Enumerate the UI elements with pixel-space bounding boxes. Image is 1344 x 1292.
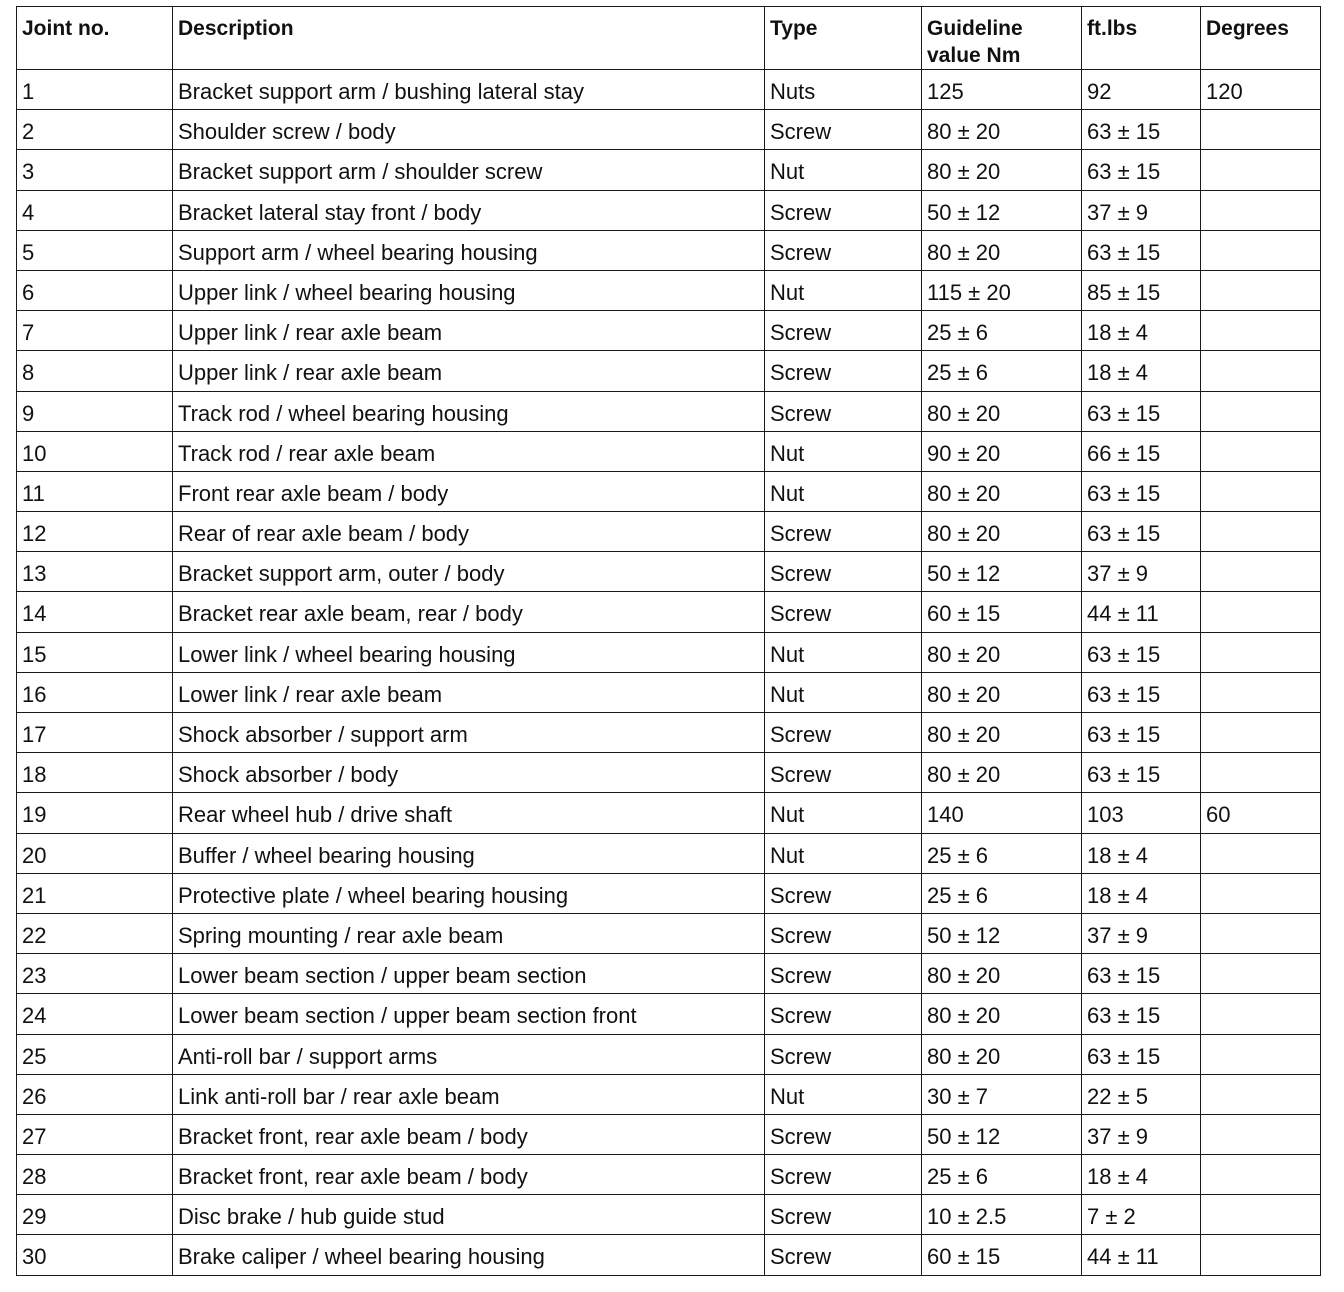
header-description: Description <box>173 7 765 70</box>
table-row <box>17 270 1321 310</box>
cell-ft-lbs: 63 ± 15 <box>1082 713 1201 753</box>
header-guideline-value: Guideline value Nm <box>922 7 1082 70</box>
cell-ft-lbs: 44 ± 11 <box>1082 592 1201 632</box>
cell-degrees <box>1201 471 1321 511</box>
cell-joint-no: 26 <box>17 1074 173 1114</box>
cell-degrees <box>1201 1034 1321 1074</box>
cell-description: Bracket support arm, outer / body <box>173 552 765 592</box>
cell-degrees <box>1201 672 1321 712</box>
cell-type: Nut <box>765 632 922 672</box>
cell-type: Screw <box>765 512 922 552</box>
cell-guideline-nm: 80 ± 20 <box>922 391 1082 431</box>
cell-guideline-nm: 10 ± 2.5 <box>922 1195 1082 1235</box>
cell-ft-lbs: 18 ± 4 <box>1082 1155 1201 1195</box>
cell-type: Screw <box>765 1155 922 1195</box>
cell-type: Screw <box>765 230 922 270</box>
table-row <box>17 1034 1321 1074</box>
cell-guideline-nm: 80 ± 20 <box>922 1034 1082 1074</box>
cell-description: Bracket lateral stay front / body <box>173 190 765 230</box>
cell-degrees <box>1201 431 1321 471</box>
table-row <box>17 1114 1321 1154</box>
cell-degrees <box>1201 230 1321 270</box>
cell-type: Nut <box>765 672 922 712</box>
cell-degrees <box>1201 1074 1321 1114</box>
cell-description: Shock absorber / body <box>173 753 765 793</box>
table-row <box>17 592 1321 632</box>
cell-degrees <box>1201 713 1321 753</box>
cell-description: Buffer / wheel bearing housing <box>173 833 765 873</box>
cell-ft-lbs: 37 ± 9 <box>1082 913 1201 953</box>
cell-ft-lbs: 63 ± 15 <box>1082 672 1201 712</box>
cell-description: Anti-roll bar / support arms <box>173 1034 765 1074</box>
cell-description: Bracket rear axle beam, rear / body <box>173 592 765 632</box>
cell-description: Lower link / rear axle beam <box>173 672 765 712</box>
cell-description: Lower beam section / upper beam section front <box>173 994 765 1034</box>
cell-degrees <box>1201 994 1321 1034</box>
cell-ft-lbs: 18 ± 4 <box>1082 351 1201 391</box>
cell-joint-no: 25 <box>17 1034 173 1074</box>
cell-guideline-nm: 90 ± 20 <box>922 431 1082 471</box>
header-joint-no: Joint no. <box>17 7 173 70</box>
cell-joint-no: 17 <box>17 713 173 753</box>
cell-ft-lbs: 63 ± 15 <box>1082 954 1201 994</box>
cell-guideline-nm: 80 ± 20 <box>922 672 1082 712</box>
cell-joint-no: 16 <box>17 672 173 712</box>
cell-degrees <box>1201 1195 1321 1235</box>
cell-ft-lbs: 63 ± 15 <box>1082 150 1201 190</box>
cell-degrees <box>1201 270 1321 310</box>
cell-type: Screw <box>765 1114 922 1154</box>
cell-description: Track rod / rear axle beam <box>173 431 765 471</box>
cell-guideline-nm: 30 ± 7 <box>922 1074 1082 1114</box>
cell-joint-no: 28 <box>17 1155 173 1195</box>
table-row <box>17 753 1321 793</box>
cell-type: Screw <box>765 110 922 150</box>
header-degrees: Degrees <box>1201 7 1321 70</box>
cell-guideline-nm: 80 ± 20 <box>922 713 1082 753</box>
cell-degrees <box>1201 632 1321 672</box>
cell-joint-no: 27 <box>17 1114 173 1154</box>
cell-type: Screw <box>765 994 922 1034</box>
header-type: Type <box>765 7 922 70</box>
table-row <box>17 713 1321 753</box>
cell-type: Screw <box>765 954 922 994</box>
table-row <box>17 1155 1321 1195</box>
cell-type: Screw <box>765 391 922 431</box>
cell-ft-lbs: 63 ± 15 <box>1082 110 1201 150</box>
cell-guideline-nm: 80 ± 20 <box>922 512 1082 552</box>
cell-joint-no: 12 <box>17 512 173 552</box>
table-row <box>17 70 1321 110</box>
table-row <box>17 954 1321 994</box>
table-row <box>17 1235 1321 1275</box>
cell-type: Screw <box>765 311 922 351</box>
cell-ft-lbs: 44 ± 11 <box>1082 1235 1201 1275</box>
cell-joint-no: 5 <box>17 230 173 270</box>
cell-description: Bracket front, rear axle beam / body <box>173 1114 765 1154</box>
table-row <box>17 833 1321 873</box>
cell-type: Screw <box>765 351 922 391</box>
cell-description: Rear wheel hub / drive shaft <box>173 793 765 833</box>
cell-description: Disc brake / hub guide stud <box>173 1195 765 1235</box>
cell-degrees <box>1201 753 1321 793</box>
cell-ft-lbs: 63 ± 15 <box>1082 471 1201 511</box>
cell-description: Lower beam section / upper beam section <box>173 954 765 994</box>
cell-degrees <box>1201 351 1321 391</box>
cell-joint-no: 19 <box>17 793 173 833</box>
cell-degrees <box>1201 311 1321 351</box>
cell-degrees <box>1201 150 1321 190</box>
table-row <box>17 793 1321 833</box>
cell-degrees <box>1201 592 1321 632</box>
cell-joint-no: 6 <box>17 270 173 310</box>
cell-description: Brake caliper / wheel bearing housing <box>173 1235 765 1275</box>
cell-description: Shock absorber / support arm <box>173 713 765 753</box>
cell-degrees <box>1201 1114 1321 1154</box>
cell-degrees <box>1201 512 1321 552</box>
cell-type: Nut <box>765 833 922 873</box>
cell-guideline-nm: 80 ± 20 <box>922 753 1082 793</box>
cell-type: Nut <box>765 793 922 833</box>
cell-description: Protective plate / wheel bearing housing <box>173 873 765 913</box>
cell-guideline-nm: 80 ± 20 <box>922 110 1082 150</box>
cell-guideline-nm: 25 ± 6 <box>922 833 1082 873</box>
cell-type: Screw <box>765 1034 922 1074</box>
cell-type: Screw <box>765 1195 922 1235</box>
table-row <box>17 110 1321 150</box>
table-header-row <box>17 7 1321 70</box>
cell-description: Front rear axle beam / body <box>173 471 765 511</box>
cell-guideline-nm: 25 ± 6 <box>922 873 1082 913</box>
cell-joint-no: 13 <box>17 552 173 592</box>
cell-type: Screw <box>765 713 922 753</box>
cell-joint-no: 23 <box>17 954 173 994</box>
cell-ft-lbs: 66 ± 15 <box>1082 431 1201 471</box>
cell-joint-no: 14 <box>17 592 173 632</box>
cell-guideline-nm: 60 ± 15 <box>922 1235 1082 1275</box>
cell-joint-no: 18 <box>17 753 173 793</box>
cell-type: Nut <box>765 471 922 511</box>
cell-type: Screw <box>765 552 922 592</box>
cell-type: Screw <box>765 753 922 793</box>
torque-table <box>16 6 1321 1276</box>
cell-degrees <box>1201 833 1321 873</box>
table-row <box>17 311 1321 351</box>
cell-description: Upper link / rear axle beam <box>173 311 765 351</box>
cell-joint-no: 4 <box>17 190 173 230</box>
cell-ft-lbs: 7 ± 2 <box>1082 1195 1201 1235</box>
cell-joint-no: 21 <box>17 873 173 913</box>
cell-ft-lbs: 103 <box>1082 793 1201 833</box>
cell-type: Nut <box>765 431 922 471</box>
cell-joint-no: 24 <box>17 994 173 1034</box>
cell-degrees <box>1201 913 1321 953</box>
cell-joint-no: 9 <box>17 391 173 431</box>
cell-ft-lbs: 85 ± 15 <box>1082 270 1201 310</box>
cell-joint-no: 10 <box>17 431 173 471</box>
cell-degrees <box>1201 1235 1321 1275</box>
cell-ft-lbs: 37 ± 9 <box>1082 190 1201 230</box>
cell-type: Screw <box>765 190 922 230</box>
cell-guideline-nm: 25 ± 6 <box>922 311 1082 351</box>
table-row <box>17 913 1321 953</box>
cell-guideline-nm: 50 ± 12 <box>922 913 1082 953</box>
cell-joint-no: 30 <box>17 1235 173 1275</box>
cell-joint-no: 22 <box>17 913 173 953</box>
cell-ft-lbs: 63 ± 15 <box>1082 632 1201 672</box>
cell-joint-no: 29 <box>17 1195 173 1235</box>
cell-guideline-nm: 80 ± 20 <box>922 471 1082 511</box>
cell-ft-lbs: 63 ± 15 <box>1082 391 1201 431</box>
cell-joint-no: 20 <box>17 833 173 873</box>
cell-description: Upper link / rear axle beam <box>173 351 765 391</box>
cell-type: Screw <box>765 913 922 953</box>
cell-guideline-nm: 80 ± 20 <box>922 230 1082 270</box>
table-row <box>17 431 1321 471</box>
table-row <box>17 512 1321 552</box>
table-row <box>17 150 1321 190</box>
table-body <box>17 70 1321 1276</box>
cell-ft-lbs: 37 ± 9 <box>1082 1114 1201 1154</box>
cell-guideline-nm: 80 ± 20 <box>922 954 1082 994</box>
cell-description: Spring mounting / rear axle beam <box>173 913 765 953</box>
cell-degrees <box>1201 110 1321 150</box>
cell-ft-lbs: 63 ± 15 <box>1082 1034 1201 1074</box>
table-row <box>17 552 1321 592</box>
cell-type: Screw <box>765 1235 922 1275</box>
table-row <box>17 632 1321 672</box>
table-row <box>17 1195 1321 1235</box>
cell-guideline-nm: 80 ± 20 <box>922 994 1082 1034</box>
cell-guideline-nm: 50 ± 12 <box>922 552 1082 592</box>
cell-guideline-nm: 125 <box>922 70 1082 110</box>
cell-degrees <box>1201 873 1321 913</box>
cell-guideline-nm: 25 ± 6 <box>922 1155 1082 1195</box>
cell-guideline-nm: 25 ± 6 <box>922 351 1082 391</box>
cell-joint-no: 11 <box>17 471 173 511</box>
cell-ft-lbs: 63 ± 15 <box>1082 512 1201 552</box>
table-row <box>17 1074 1321 1114</box>
cell-description: Lower link / wheel bearing housing <box>173 632 765 672</box>
cell-type: Nut <box>765 1074 922 1114</box>
cell-description: Support arm / wheel bearing housing <box>173 230 765 270</box>
cell-type: Screw <box>765 592 922 632</box>
cell-ft-lbs: 37 ± 9 <box>1082 552 1201 592</box>
cell-degrees: 60 <box>1201 793 1321 833</box>
cell-ft-lbs: 92 <box>1082 70 1201 110</box>
cell-degrees <box>1201 954 1321 994</box>
cell-guideline-nm: 60 ± 15 <box>922 592 1082 632</box>
cell-joint-no: 15 <box>17 632 173 672</box>
table-row <box>17 230 1321 270</box>
cell-guideline-nm: 80 ± 20 <box>922 632 1082 672</box>
cell-type: Screw <box>765 873 922 913</box>
cell-type: Nut <box>765 270 922 310</box>
cell-degrees <box>1201 552 1321 592</box>
header-ft-lbs: ft.lbs <box>1082 7 1201 70</box>
torque-spec-sheet <box>16 6 1320 1276</box>
cell-joint-no: 1 <box>17 70 173 110</box>
cell-guideline-nm: 115 ± 20 <box>922 270 1082 310</box>
cell-ft-lbs: 63 ± 15 <box>1082 230 1201 270</box>
table-row <box>17 351 1321 391</box>
cell-ft-lbs: 63 ± 15 <box>1082 994 1201 1034</box>
table-row <box>17 672 1321 712</box>
cell-description: Track rod / wheel bearing housing <box>173 391 765 431</box>
cell-ft-lbs: 18 ± 4 <box>1082 311 1201 351</box>
cell-ft-lbs: 18 ± 4 <box>1082 833 1201 873</box>
table-row <box>17 873 1321 913</box>
cell-guideline-nm: 80 ± 20 <box>922 150 1082 190</box>
table-row <box>17 190 1321 230</box>
cell-description: Upper link / wheel bearing housing <box>173 270 765 310</box>
cell-description: Bracket support arm / bushing lateral stay <box>173 70 765 110</box>
cell-joint-no: 8 <box>17 351 173 391</box>
cell-degrees: 120 <box>1201 70 1321 110</box>
cell-ft-lbs: 22 ± 5 <box>1082 1074 1201 1114</box>
cell-ft-lbs: 18 ± 4 <box>1082 873 1201 913</box>
table-row <box>17 471 1321 511</box>
cell-description: Bracket support arm / shoulder screw <box>173 150 765 190</box>
cell-description: Link anti-roll bar / rear axle beam <box>173 1074 765 1114</box>
cell-joint-no: 7 <box>17 311 173 351</box>
table-row <box>17 994 1321 1034</box>
cell-joint-no: 2 <box>17 110 173 150</box>
cell-description: Rear of rear axle beam / body <box>173 512 765 552</box>
cell-description: Bracket front, rear axle beam / body <box>173 1155 765 1195</box>
cell-type: Nuts <box>765 70 922 110</box>
cell-degrees <box>1201 1155 1321 1195</box>
cell-ft-lbs: 63 ± 15 <box>1082 753 1201 793</box>
cell-guideline-nm: 50 ± 12 <box>922 1114 1082 1154</box>
cell-type: Nut <box>765 150 922 190</box>
cell-degrees <box>1201 391 1321 431</box>
cell-guideline-nm: 140 <box>922 793 1082 833</box>
cell-guideline-nm: 50 ± 12 <box>922 190 1082 230</box>
cell-description: Shoulder screw / body <box>173 110 765 150</box>
cell-joint-no: 3 <box>17 150 173 190</box>
table-row <box>17 391 1321 431</box>
cell-degrees <box>1201 190 1321 230</box>
